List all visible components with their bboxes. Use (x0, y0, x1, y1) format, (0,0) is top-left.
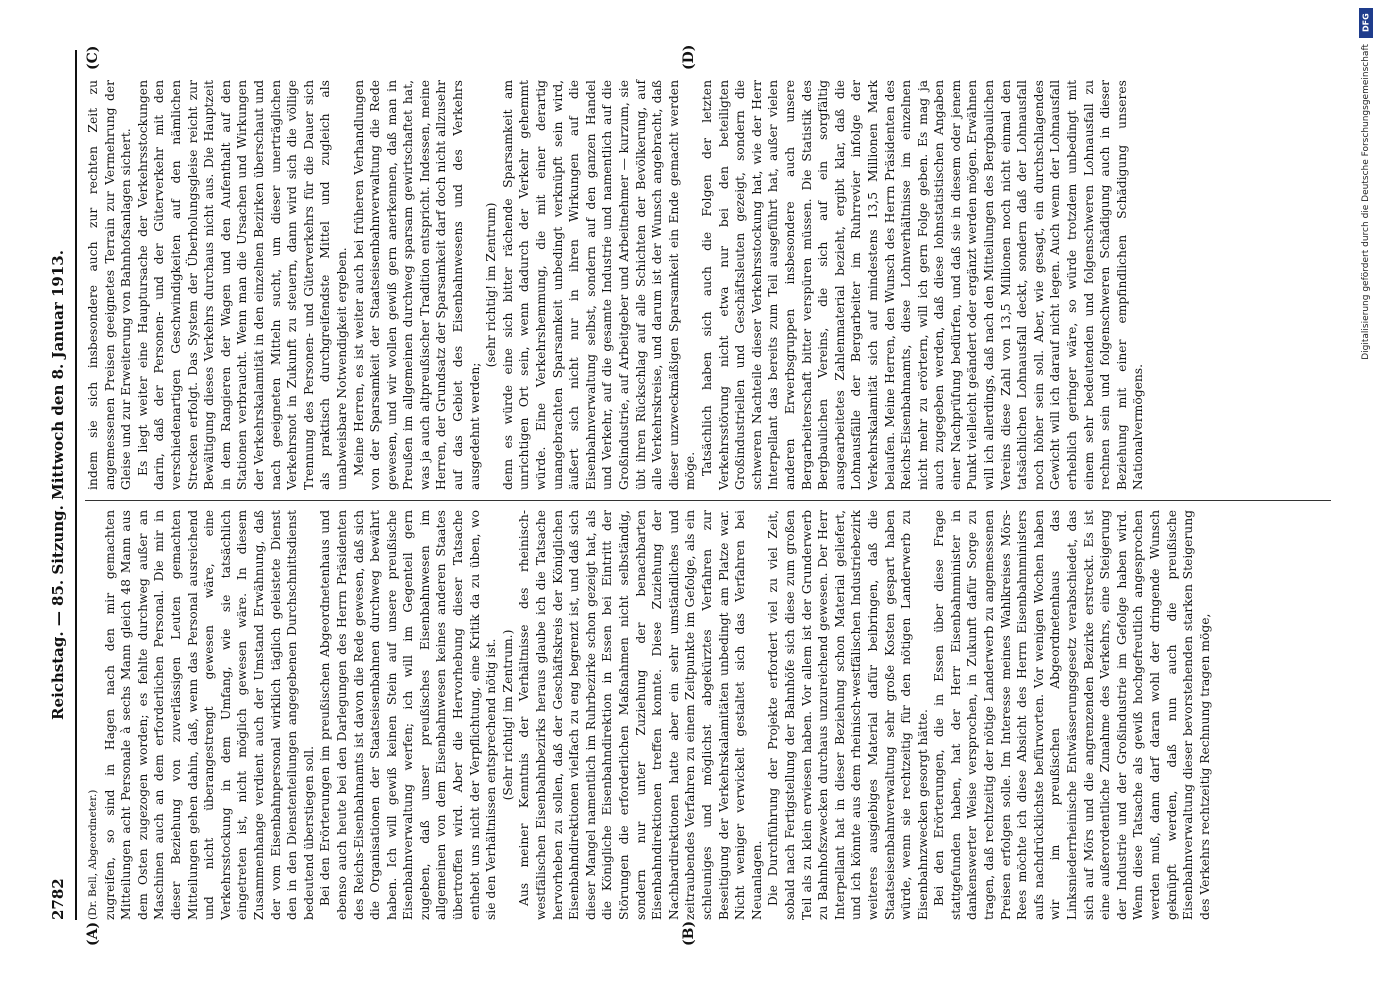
right-paragraph-4: denn es würde eine sich bitter rächende Sparsamkeit am unrichtigen Ort sein, wenn dadurch der Verkehr gehemmt würde. Eine Verkehrshemmung, die mit einer derartig unangebrachten Sparsamkeit unbedingt verknüpft sein wird, äußert sich nicht nur in ihren Wirkungen auf die Eisenbahnverwaltung selbst, sondern auf den ganzen Handel und Verkehr, auf die gesamte Industrie und namentlich auf die Großindustrie, auf Arbeitgeber und Arbeitnehmer — kurzum, sie übt ihren Rückschlag auf alle Schichten der Bevölkerung, auf alle Verkehrskreise, und darum ist der Wunsch angebracht, daß dieser unzweckmäßigen Sparsamkeit ein Ende gemacht werden möge. (500, 80, 698, 490)
dfg-logo-icon: DFG (1359, 8, 1373, 38)
dfg-stamp (1355, 8, 1377, 988)
left-column (85, 510, 1213, 920)
left-paragraph-5: Bei den Erörterungen, die in Essen über diese Frage stattgefunden haben, hat der Herr Eisenbahnminister in dankenswerter Weise versprochen, in Zukunft dafür Sorge zu tragen, daß rechtzeitig der nötige Landerwerb zu angemessenen Preisen erfolgen solle. Im Interesse meines Wahlkreises Mörs-Rees möchte ich diese Absicht des Herrn Eisenbahnministers aufs nachdrücklichste befürworten. Vor wenigen Wochen haben wir im preußischen Abgeordnetenhaus das Linksniederrheinische Entwässerungsgesetz verabschiedet, das sich auf Mörs und die angrenzenden Bezirke erstreckt. Es ist eine außerordentliche Zunahme des Verkehrs, eine Steigerung der Industrie und der Großindustrie im Gefolge haben wird. Wenn diese Tatsache als gewiß hochgefreutlich angesprochen werden muß, dann darf daran wohl der dringende Wunsch geknüpft werden, daß nun auch die preußische Eisenbahnverwaltung dieser bevorstehenden starken Steigerung des Verkehrs rechtzeitig Rechnung tragen möge, (932, 510, 1212, 920)
margin-marker-d: (D) (681, 44, 697, 70)
right-paragraph-1: indem sie sich insbesondere auch zur rechten Zeit zu angemessenen Preisen geeignetes Terrain zur Vermehrung der Gleise und zur Erweiterung von Bahnhofsanlagen sichert. (86, 80, 134, 490)
header-rule (75, 50, 77, 920)
right-paragraph-5: Tatsächlich haben sich auch die Folgen der letzten Verkehrsstörung nicht etwa nur bei den beteiligten Großindustriellen und Geschäftsleuten gezeigt, sondern die schweren Nachteile dieser Verkehrsstockung hat, wie der Herr Interpellant das bereits zum Teil ausgeführt hat, außer vielen anderen Erwerbsgruppen insbesondere auch unsere Bergarbeiterschaft bitter verspüren müssen. Die Statistik des Bergbaulichen Vereins, die sich auf ein sorgfältig ausgearbeitetes Zahlenmaterial bezieht, ergibt klar, daß die Lohnausfälle der Bergarbeiter im Ruhrrevier infolge der Verkehrskalamität sich auf mindestens 13,5 Millionen Mark belaufen. Meine Herren, den Wunsch des Herrn Präsidenten des Reichs-Eisenbahnamts, diese Lohnverhältnisse im einzelnen nicht mehr zu erörtern, will ich gern Folge geben. Es mag ja auch zugegeben werden, daß diese lohnstatistischen Angaben einer Nachprüfung bedürfen, und daß sie in diesem oder jenem Punkt vielleicht geändert oder ergänzt werden mögen. Erwähnen will ich allerdings, daß nach den Mitteilungen des Bergbaulichen Vereins diese Zahl von 13,5 Millionen noch nicht einmal den tatsächlichen Lohnausfall deckt, sondern daß der Lohnausfall noch höher sein soll. Aber, wie gesagt, ein durchschlagendes Gewicht will ich darauf nicht legen. Auch wenn der Lohnausfall erheblich geringer wäre, so würde trotzdem unbedingt mit einem sehr bedeutenden und folgenschweren Lohnausfall zu rechnen sein und folgenschweren Schädigung auch in dieser Beziehung mit einer empfindlichen Schädigung unseres Nationalvermögens. (699, 80, 1146, 490)
left-paragraph-3: Aus meiner Kenntnis der Verhältnisse des rheinisch-westfälischen Eisenbahnbezirks heraus glaube ich die Tatsache hervorheben zu sollen, daß der Geschäftskreis der Königlichen Eisenbahndirektionen vielfach zu eng begrenzt ist, und daß sich dieser Mangel namentlich im Ruhrbezirke schon gezeigt hat, als die Königliche Eisenbahndirektion in Essen bei Eintritt der Störungen die erforderlichen Maßnahmen nicht selbständig, sondern nur unter Zuziehung der benachbarten Eisenbahndirektionen treffen konnte. Diese Zuziehung der Nachbardirektionen hatte aber ein sehr umständliches und zeitraubendes Verfahren zu einem Zeitpunkte im Gefolge, als ein schleuniges und möglichst abgekürztes Verfahren zur Beseitigung der Verkehrskalamitäten unbedingt am Platze war. Nicht weniger verwickelt gestaltet sich das Verfahren bei Neuanlagen. (517, 510, 764, 920)
right-paragraph-2: Es liegt weiter eine Hauptursache der Verkehrsstockungen darin, daß der Personen- und der Güterverkehr mit den verschiedenartigen Geschwindigkeiten auf den nämlichen Strecken erfolgt. Das System der Überholungsgleise reicht zur Bewältigung dieses Verkehrs durchaus nicht aus. Die Hauptzeit in dem Rangieren der Wagen und den Aufenthalt auf den Stationen verbraucht. Wenn man die Ursachen und Wirkungen der Verkehrskalamität in den einzelnen Bezirken überschaut und nach geeigneten Mitteln sucht, um dieser unerträglichen Verkehrsnot in Zukunft zu steuern, dann wird sich die völlige Trennung des Personen- und Güterverkehrs für die Dauer sich als praktisch durchgreifendste Mittel und zugleich als unabweisbare Notwendigkeit ergeben. (135, 80, 349, 490)
speaker-line: (Dr. Bell, Abgeordneter.) (87, 789, 99, 920)
right-paragraph-3: Meine Herren, es ist weiter auch bei früheren Verhandlungen von der Sparsamkeit der Staatseisenbahnverwaltung die Rede gewesen, und wir wollen gewiß gern anerkennen, daß man in Preußen im allgemeinen durchweg sparsam gewirtschaftet hat, was ja auch altpreußischer Tradition entspricht. Indessen, meine Herren, der Grundsatz der Sparsamkeit darf doch nicht allzusehr auf das Gebiet des Eisenbahnwesens und des Verkehrs ausgedehnt werden; (351, 80, 482, 490)
left-paragraph-4: Die Durchführung der Projekte erfordert viel zu viel Zeit, sobald nach Fertigstellung der Bahnhöfe sich diese zum großen Teil als zu klein erwiesen haben. Vor allem ist der Grunderwerb zu Bahnhofszwecken durchaus unzureichend gewesen. Der Herr Interpellant hat in dieser Beziehung schon Material geliefert, und ich könnte aus dem rheinisch-westfälischen Industriebezirk weiteres ausgiebiges Material dafür beibringen, daß die Staatseisenbahnverwaltung sehr große Kosten gespart haben würde, wenn sie rechtzeitig für den nötigen Landerwerb zu Eisenbahnzwecken gesorgt hätte. (766, 510, 930, 920)
running-head: Reichstag. — 85. Sitzung. Mittwoch den 8. Januar 1913. (49, 250, 67, 720)
left-paragraph-2: Bei den Erörterungen im preußischen Abgeordnetenhaus und ebenso auch heute bei den Darlegungen des Herrn Präsidenten des Reichs-Eisenbahnamts ist davon die Rede gewesen, daß sich die Organisationen der Staatseisenbahnen durchweg bewährt haben. Ich will gewiß keinen Stein auf unsere preußische Eisenbahnverwaltung werfen; ich will im Gegenteil gern zugeben, daß unser preußisches Eisenbahnwesen im allgemeinen von dem Eisenbahnwesen keines anderen Staates übertroffen wird. Aber die Hervorhebung dieser Tatsache enthebt uns nicht der Verpflichtung, eine Kritik da zu üben, wo sie den Verhältnissen entsprechend nötig ist. (318, 510, 499, 920)
margin-marker-b: (B) (681, 920, 697, 946)
page-header (49, 50, 73, 920)
margin-marker-c: (C) (85, 45, 101, 70)
right-interjection-1: (sehr richtig! im Zentrum) (484, 202, 499, 368)
left-interjection-1: (Sehr richtig! im Zentrum.) (500, 629, 515, 801)
page-number: 2782 (49, 878, 67, 920)
document-page (41, 40, 1341, 960)
column-divider (85, 500, 1331, 501)
dfg-credit-text: Digitalisierung gefördert durch die Deutsche Forschungsgemeinschaft (1361, 44, 1371, 360)
margin-marker-a: (A) (85, 921, 101, 946)
left-paragraph-1: zugreifen, so sind in Hagen nach den mir gemachten Mitteilungen acht Personale à sechs Mann gleich 48 Mann aus dem Osten zugezogen worden; es fehlte durchweg außer an Maschinen auch an dem erforderlichen Personal. Die mir in dieser Beziehung von zuverlässigen Leuten gemachten Mitteilungen gehen dahin, daß, wenn das Personal ausreichend und nicht überangestrengt gewesen wäre, eine Verkehrsstockung in dem Umfang, wie sie tatsächlich eingetreten ist, nicht möglich gewesen wäre. In diesem Zusammenhange verdient auch der Umstand Erwähnung, daß der vom Eisenbahnpersonal wirklich täglich geleistete Dienst den in den Dienstenteilungen angegebenen Durchschnittsdienst bedeutend überstiegen soll. (102, 510, 316, 920)
right-column (85, 80, 1147, 490)
